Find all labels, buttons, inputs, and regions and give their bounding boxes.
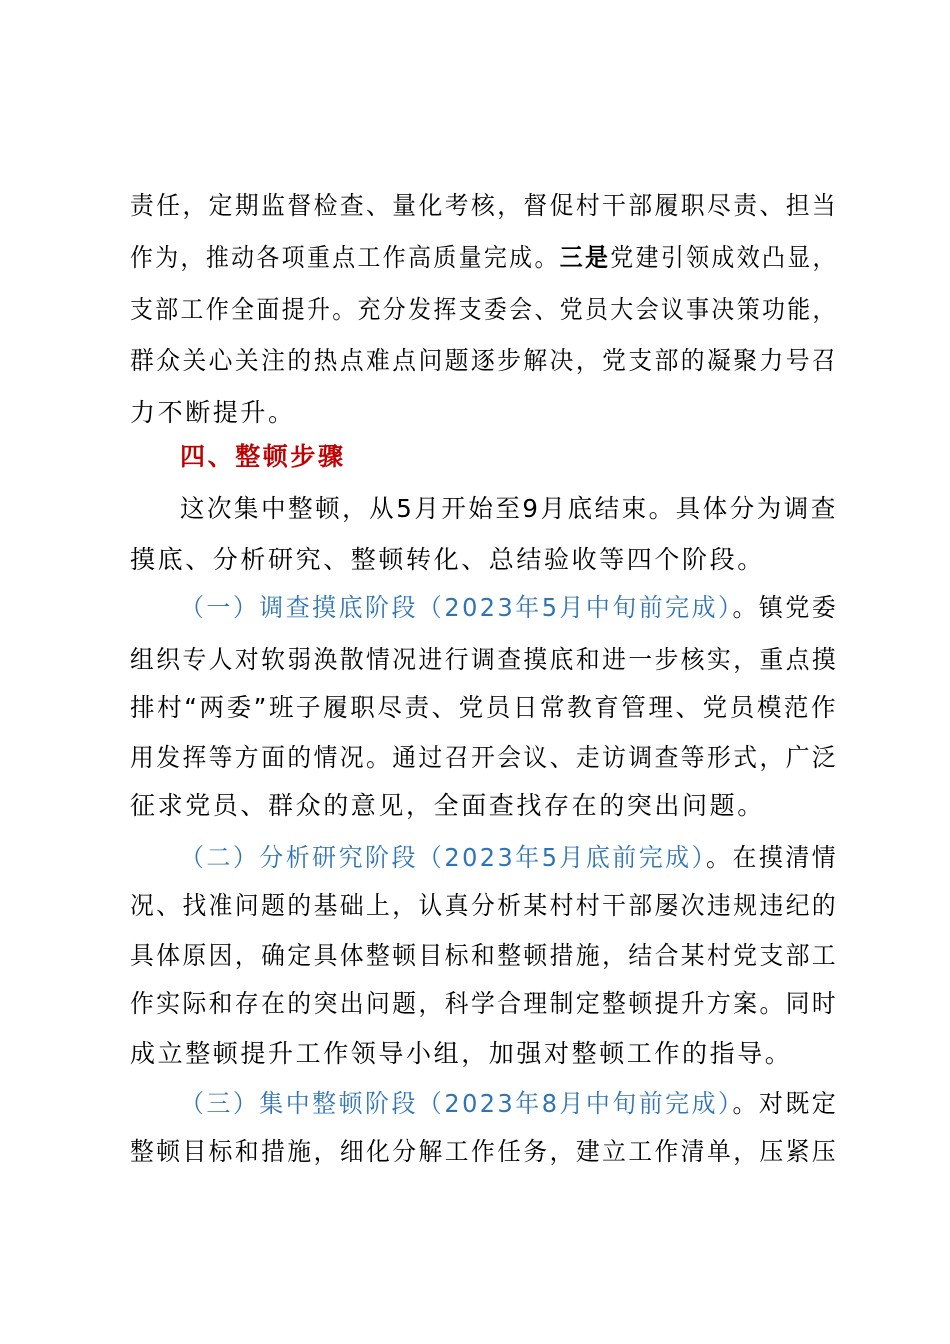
stage-line — [180, 1088, 838, 1120]
body-text: 。对既定 — [732, 1089, 839, 1118]
body-line: 整顿目标和措施，细化分解工作任务，建立工作清单，压紧压 — [130, 1137, 839, 1166]
stage-title: （三）集中整顿阶段（2023年8月中旬前完成） — [180, 1089, 733, 1118]
body-line: 群众关心关注的热点难点问题逐步解决，党支部的凝聚力号召 — [130, 346, 839, 375]
stage-title: （一）调查摸底阶段（2023年5月中旬前完成） — [180, 593, 733, 622]
body-line: 支部工作全面提升。充分发挥支委会、党员大会议事决策功能， — [130, 295, 838, 324]
body-line: 责任，定期监督检查、量化考核，督促村干部履职尽责、担当 — [130, 191, 839, 220]
body-line: 摸底、分析研究、整顿转化、总结验收等四个阶段。 — [130, 545, 765, 574]
body-line: 组织专人对软弱涣散情况进行调查摸底和进一步核实，重点摸 — [130, 645, 839, 674]
stage-title: （二）分析研究阶段（2023年5月底前完成） — [180, 843, 707, 872]
body-text: 。在摸清情 — [706, 843, 839, 872]
body-text: 作为，推动各项重点工作高质量完成。 — [130, 243, 560, 272]
body-line — [130, 242, 838, 274]
body-line: 作实际和存在的突出问题，科学合理制定整顿提升方案。同时 — [130, 989, 839, 1018]
bold-marker: 三是 — [559, 243, 611, 272]
body-line: 排村“两委”班子履职尽责、党员日常教育管理、党员模范作 — [130, 693, 839, 722]
body-line: 征求党员、群众的意见，全面查找存在的突出问题。 — [130, 791, 765, 820]
body-text: 党建引领成效凸显， — [610, 243, 838, 272]
stage-line — [180, 592, 838, 624]
body-text: 。镇党委 — [732, 593, 839, 622]
body-line: 况、找准问题的基础上，认真分析某村村干部屡次违规违纪的 — [130, 891, 839, 920]
body-line: 这次集中整顿，从5月开始至9月底结束。具体分为调查 — [180, 494, 838, 523]
section-heading: 四、整顿步骤 — [180, 442, 346, 471]
body-line: 具体原因，确定具体整顿目标和整顿措施，结合某村党支部工 — [130, 941, 839, 970]
stage-line — [180, 842, 838, 874]
body-line: 成立整顿提升工作领导小组，加强对整顿工作的指导。 — [130, 1039, 793, 1068]
body-line: 力不断提升。 — [130, 398, 296, 427]
body-line: 用发挥等方面的情况。通过召开会议、走访调查等形式，广泛 — [130, 743, 839, 772]
